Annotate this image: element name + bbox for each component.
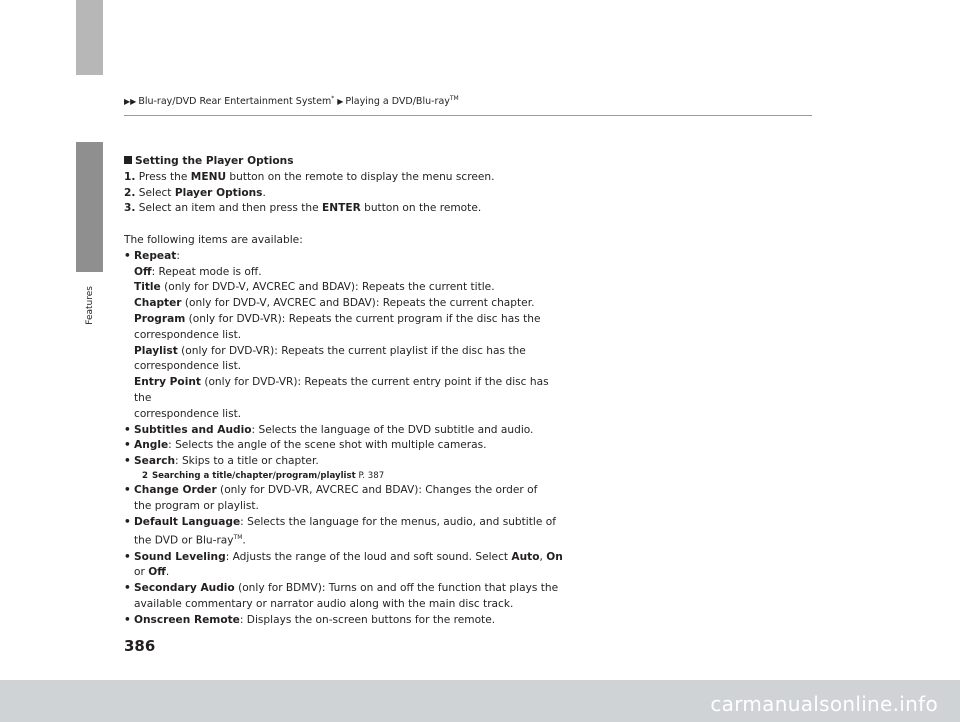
bullet-icon: • xyxy=(124,455,131,468)
list-item-default-language: • Default Language: Selects the language for the menus, audio, and subtitle of the DVD or Blu-ray™. xyxy=(124,515,556,547)
section-tab-top xyxy=(76,0,103,75)
repeat-option: Chapter (only for DVD-V, AVCREC and BDAV): Repeats the current chapter. xyxy=(134,297,535,310)
bullet-icon: • xyxy=(124,439,131,452)
bullet-icon: • xyxy=(124,483,131,496)
reference-arrow-icon: 2 xyxy=(142,470,148,481)
bullet-icon: • xyxy=(124,423,131,436)
bullet-icon: • xyxy=(124,515,131,528)
list-item-repeat: • Repeat: Off: Repeat mode is off. Title (only for DVD-V, AVCREC and BDAV): Repeats the current title. Chapter (only for DVD-V, AVCREC and BDAV): Repeats the current chapter. Program (only for DVD-VR): Repeats the current program if the disc has the correspondence list. Playlist (only for DVD-VR): Repeats the current playlist if the disc has the correspondence list. Entry Point (only for DVD-VR): Repeats the current entry point if the disc has the correspondence list. xyxy=(124,249,564,423)
repeat-option: Program (only for DVD-VR): Repeats the current program if the disc has the xyxy=(134,312,541,325)
intro-text: The following items are available: xyxy=(124,233,303,246)
list-item-change-order: • Change Order (only for DVD-VR, AVCREC and BDAV): Changes the order of the program or playlist. xyxy=(124,483,538,512)
square-bullet-icon xyxy=(124,156,132,164)
section-heading: Setting the Player Options xyxy=(124,154,564,170)
list-item-secondary-audio: • Secondary Audio (only for BDMV): Turns on and off the function that plays the available commentary or narrator audio along with the main disc track. xyxy=(124,582,559,611)
breadcrumb-asterisk: * xyxy=(331,95,335,102)
repeat-option: Playlist (only for DVD-VR): Repeats the current playlist if the disc has the xyxy=(134,344,526,357)
breadcrumb-arrow-icon: ▶ xyxy=(337,97,344,107)
footer-watermark-bar xyxy=(0,680,960,722)
bullet-icon: • xyxy=(124,613,131,626)
step-2: 2. Select Player Options. xyxy=(124,186,266,199)
step-3: 3. Select an item and then press the ENTER button on the remote. xyxy=(124,202,482,215)
header-rule xyxy=(124,115,812,116)
bullet-icon: • xyxy=(124,582,131,595)
list-item-sound-leveling: • Sound Leveling: Adjusts the range of the loud and soft sound. Select Auto, On or Off. xyxy=(124,550,563,579)
list-item-subtitles-audio: • Subtitles and Audio: Selects the language of the DVD subtitle and audio. xyxy=(124,423,564,439)
section-label: Features xyxy=(85,286,95,325)
breadcrumb-part2: Playing a DVD/Blu-ray xyxy=(345,96,450,108)
breadcrumb-part1: Blu-ray/DVD Rear Entertainment System xyxy=(138,96,332,108)
list-item-search: • Search: Skips to a title or chapter. xyxy=(124,454,564,470)
section-tab-active xyxy=(76,142,103,272)
cross-reference-link[interactable]: 2 Searching a title/chapter/program/playlist P. 387 xyxy=(142,470,385,481)
breadcrumb-tm: TM xyxy=(449,95,459,102)
list-item-angle: • Angle: Selects the angle of the scene shot with multiple cameras. xyxy=(124,438,564,454)
watermark-text: carmanualsonline.info xyxy=(710,692,938,716)
repeat-option: Off: Repeat mode is off. xyxy=(134,265,262,278)
step-1: 1. Press the MENU button on the remote to display the menu screen. xyxy=(124,170,495,183)
repeat-option: Entry Point (only for DVD-VR): Repeats the current entry point if the disc has the xyxy=(134,376,549,404)
bullet-icon: • xyxy=(124,550,131,563)
repeat-option: Title (only for DVD-V, AVCREC and BDAV): Repeats the current title. xyxy=(134,281,495,294)
breadcrumb xyxy=(124,95,459,107)
breadcrumb-arrow-icon: ▶▶ xyxy=(124,97,137,107)
main-content xyxy=(124,154,564,629)
list-item-onscreen-remote: • Onscreen Remote: Displays the on-screen buttons for the remote. xyxy=(124,613,564,629)
bullet-icon: • xyxy=(124,249,131,262)
page-number: 386 xyxy=(124,637,156,655)
